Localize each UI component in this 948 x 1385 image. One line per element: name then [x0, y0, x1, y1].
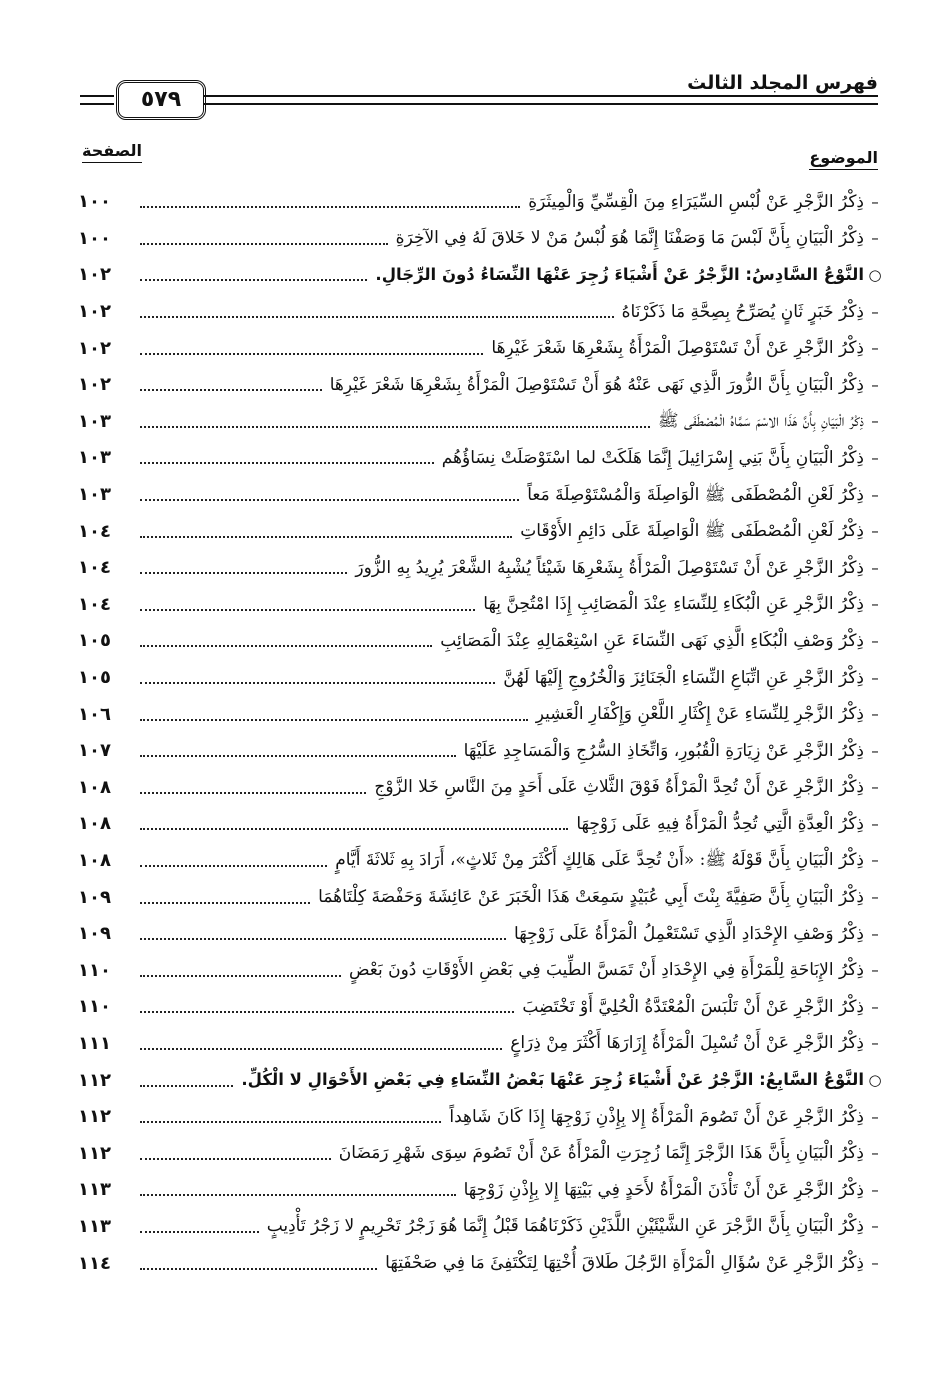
leader-dots: [140, 682, 495, 684]
entry-page-number: ١١٠: [78, 996, 111, 1018]
dash-bullet-icon: –: [871, 1180, 879, 1199]
dash-bullet-icon: –: [871, 814, 879, 833]
dash-bullet-icon: –: [871, 448, 879, 467]
column-heading-page: الصفحة: [82, 141, 142, 163]
entry-text: ذِكْرُ الْبَيَانِ بِأَنَّ صَفِيَّةَ بِنْتَ أَبِي عُبَيْدٍ سَمِعَتْ هَذَا الْخَبَرَ عَنْ عَائِشَةَ وَحَفْصَةَ كِلْتَاهُمَا: [318, 887, 864, 908]
entry-page-number: ١٠٢: [78, 264, 111, 286]
index-entry: [78, 696, 886, 733]
index-entry: [78, 1135, 886, 1172]
leader-dots: [140, 975, 341, 977]
entry-text: ذِكْرُ الزَّجْرِ عَنْ أَنْ تُسْبِلَ الْمَرْأَةُ إِزَارَهَا أَكْثَرَ مِنْ ذِرَاعٍ: [510, 1033, 864, 1054]
entry-page-number: ١٠٦: [78, 703, 111, 725]
entry-page-number: ١١٠: [78, 959, 111, 981]
dash-bullet-icon: –: [871, 705, 879, 724]
entry-page-number: ١١٤: [78, 1252, 111, 1274]
index-entry: [78, 916, 886, 953]
leader-dots: [140, 206, 520, 208]
index-entry: [78, 1245, 886, 1282]
entry-page-number: ١١٢: [78, 1069, 111, 1091]
dash-bullet-icon: –: [871, 412, 879, 431]
entry-page-number: ١٠٨: [78, 849, 111, 871]
leader-dots: [140, 316, 614, 318]
entry-text: النَّوْعُ السَّادِسُ: الزَّجْرُ عَنْ أَشْيَاءَ زُجِرَ عَنْهَا النِّسَاءُ دُونَ الرِّجَالِ.: [375, 265, 864, 285]
index-entry: [78, 404, 886, 441]
column-heading-topic: الموضوع: [809, 148, 878, 170]
dash-bullet-icon: –: [871, 339, 879, 358]
entry-page-number: ١١٣: [78, 1179, 111, 1201]
entry-text: ذِكْرُ الْعِدَّةِ الَّتِي تُحِدُّ الْمَرْأَةُ فِيهِ عَلَى زَوْجِهَا: [576, 813, 864, 834]
index-entry: [78, 1172, 886, 1209]
index-entry: [78, 733, 886, 770]
entry-text: ذِكْرُ الإِبَاحَةِ لِلْمَرْأَةِ فِي الإِحْدَادِ أَنْ تَمَسَّ الطِّيبَ فِي بَعْضِ الأَوْقَاتِ دُونَ بَعْضٍ: [348, 960, 864, 981]
dash-bullet-icon: –: [871, 741, 879, 760]
leader-dots: [140, 902, 310, 904]
leader-dots: [140, 536, 512, 538]
entry-text: ذِكْرُ الزَّجْرِ عَنْ أَنْ تَصُومَ الْمَرْأَةُ إِلا بِإِذْنِ زَوْجِهَا إِذَا كَانَ شَاهِداً: [449, 1106, 864, 1127]
entry-text: النَّوْعُ السَّابِعُ: الزَّجْرُ عَنْ أَشْيَاءَ زُجِرَ عَنْهَا بَعْضُ النِّسَاءِ فِي بَعْضِ الأَحْوَالِ لا الْكُلِّ.: [241, 1070, 864, 1090]
entry-page-number: ١٠٣: [78, 410, 111, 432]
entry-page-number: ١١٣: [78, 1215, 111, 1237]
dash-bullet-icon: –: [871, 375, 879, 394]
circle-bullet-icon: ○: [868, 265, 882, 284]
entry-page-number: ١٠٩: [78, 923, 111, 945]
dash-bullet-icon: –: [871, 924, 879, 943]
entry-page-number: ١٠٠: [78, 227, 111, 249]
dash-bullet-icon: –: [871, 1107, 879, 1126]
entry-page-number: ١١٢: [78, 1106, 111, 1128]
dash-bullet-icon: –: [871, 1034, 879, 1053]
entry-page-number: ١٠٤: [78, 593, 111, 615]
index-entry: [78, 660, 886, 697]
entry-text: ذِكْرُ الْبَيَانِ بِأَنَّ هَذَا الاسْمَ سَمَّاهُ الْمُصْطَفَى ﷺ: [658, 411, 864, 432]
dash-bullet-icon: –: [871, 778, 879, 797]
entry-text: ذِكْرُ الزَّجْرِ عَنْ أَنْ تَسْتَوْصِلَ الْمَرْأَةُ بِشَعْرِهَا شَعْرَ غَيْرِهَا: [491, 338, 864, 359]
index-entry: [78, 294, 886, 331]
header-rule-right: [204, 95, 878, 105]
entry-text: ذِكْرُ الْبَيَانِ بِأَنَّ الزَّجْرَ عَنِ الشَّيْئَيْنِ اللَّذَيْنِ ذَكَرْنَاهُمَا قَبْلُ إِنَّمَا هُوَ زَجْرُ تَحْرِيمٍ لا زَجْرُ تَأْدِيبٍ: [266, 1216, 864, 1237]
index-entry: [78, 989, 886, 1026]
entry-text: ذِكْرُ الزَّجْرِ عَنْ أَنْ تَسْتَوْصِلَ الْمَرْأَةُ بِشَعْرِهَا شَيْئاً يُشْبِهُ الشَّعْرَ يُرِيدُ بِهِ الزُّورَ: [355, 557, 864, 578]
circle-bullet-icon: ○: [868, 1071, 882, 1090]
entry-text: ذِكْرُ الزَّجْرِ عَنْ أَنْ تُحِدَّ الْمَرْأَةُ فَوْقَ الثَّلاثِ عَلَى أَحَدٍ مِنَ النَّاسِ خَلا الزَّوْجِ: [374, 777, 864, 798]
dash-bullet-icon: –: [871, 192, 879, 211]
leader-dots: [140, 609, 475, 611]
index-entry: [78, 1099, 886, 1136]
index-entry: [78, 440, 886, 477]
entry-page-number: ١٠٤: [78, 520, 111, 542]
entry-page-number: ١٠٩: [78, 886, 111, 908]
index-entry: [78, 806, 886, 843]
index-entry: [78, 184, 886, 221]
entry-text: ذِكْرُ وَصْفِ الْبُكَاءِ الَّذِي نَهَى النِّسَاءَ عَنِ اسْتِعْمَالِهِ عِنْدَ الْمَصَائِبِ: [440, 630, 864, 651]
dash-bullet-icon: –: [871, 522, 879, 541]
page-number-box: ٥٧٩: [116, 80, 206, 120]
entry-page-number: ١٠٠: [78, 191, 111, 213]
index-entry: [78, 367, 886, 404]
dash-bullet-icon: –: [871, 961, 879, 980]
index-entry: [78, 587, 886, 624]
dash-bullet-icon: –: [871, 631, 879, 650]
dash-bullet-icon: –: [871, 1217, 879, 1236]
leader-dots: [140, 719, 528, 721]
index-entry: [78, 550, 886, 587]
index-entry: [78, 330, 886, 367]
entry-page-number: ١٠٨: [78, 776, 111, 798]
header-rule-left: [80, 95, 114, 105]
entry-text: ذِكْرُ الزَّجْرِ عَنْ زِيَارَةِ الْقُبُورِ، وَاتِّخَاذِ السُّرُجِ وَالْمَسَاجِدِ عَلَيْهَا: [463, 740, 864, 761]
entry-text: ذِكْرُ لَعْنِ الْمُصْطَفَى ﷺ الْوَاصِلَةَ وَالْمُسْتَوْصِلَةَ مَعاً: [527, 484, 864, 505]
entry-page-number: ١٠٤: [78, 557, 111, 579]
leader-dots: [140, 1085, 233, 1087]
dash-bullet-icon: –: [871, 1254, 879, 1273]
index-entry: [78, 770, 886, 807]
leader-dots: [140, 426, 650, 428]
entry-page-number: ١٠٣: [78, 447, 111, 469]
dash-bullet-icon: –: [871, 595, 879, 614]
entry-text: ذِكْرُ الزَّجْرِ عَنِ اتِّبَاعِ النِّسَاءِ الْجَنَائِزَ وَالْخُرُوجِ إِلَيْهَا لَهُنَّ: [503, 667, 864, 688]
leader-dots: [140, 755, 456, 757]
dash-bullet-icon: –: [871, 997, 879, 1016]
index-entry: [78, 623, 886, 660]
dash-bullet-icon: –: [871, 1144, 879, 1163]
leader-dots: [140, 1194, 456, 1196]
entry-text: ذِكْرُ الْبَيَانِ بِأَنَّ بَنِي إِسْرَائِيلَ إِنَّمَا هَلَكَتْ لما اسْتَوْصَلَتْ نِسَاؤُهُم: [441, 447, 864, 468]
index-entry: [78, 952, 886, 989]
index-entries: [78, 184, 886, 1282]
dash-bullet-icon: –: [871, 668, 879, 687]
entry-page-number: ١٠٢: [78, 301, 111, 323]
entry-text: ذِكْرُ الزَّجْرِ لِلنِّسَاءِ عَنْ إِكْثَارِ اللَّعْنِ وَإِكْفَارِ الْعَشِيرِ: [535, 704, 864, 725]
leader-dots: [140, 499, 519, 501]
dash-bullet-icon: –: [871, 558, 879, 577]
leader-dots: [140, 572, 347, 574]
entry-page-number: ١١١: [78, 1032, 111, 1054]
book-title: فهرس المجلد الثالث: [687, 72, 878, 94]
leader-dots: [140, 279, 367, 281]
leader-dots: [140, 462, 434, 464]
leader-dots: [140, 828, 568, 830]
leader-dots: [140, 1231, 259, 1233]
section-heading-entry: [78, 257, 886, 294]
dash-bullet-icon: –: [871, 485, 879, 504]
index-entry: [78, 221, 886, 258]
entry-page-number: ١٠٢: [78, 374, 111, 396]
entry-text: ذِكْرُ الْبَيَانِ بِأَنَّ هَذَا الزَّجْرَ إِنَّمَا زُجِرَتِ الْمَرْأَةُ عَنْ أَنْ تَصُومَ سِوَى شَهْرِ رَمَضَانَ: [338, 1143, 864, 1164]
entry-page-number: ١١٢: [78, 1142, 111, 1164]
leader-dots: [140, 353, 483, 355]
entry-text: ذِكْرُ خَبَرٍ ثَانٍ يُصَرِّحُ بِصِحَّةِ مَا ذَكَرْنَاهُ: [621, 301, 864, 322]
index-entry: [78, 513, 886, 550]
page-header: [0, 0, 948, 167]
leader-dots: [140, 1268, 377, 1270]
entry-text: ذِكْرُ الْبَيَانِ بِأَنَّ قَوْلَهُ ﷺ: «أَنْ تُحِدَّ عَلَى هَالِكٍ أَكْثَرَ مِنْ ثَلاثٍ»، أَرَادَ بِهِ ثَلاثَةَ أَيَّامٍ: [335, 850, 864, 871]
leader-dots: [140, 792, 366, 794]
index-entry: [78, 843, 886, 880]
index-entry: [78, 1209, 886, 1246]
dash-bullet-icon: –: [871, 229, 879, 248]
index-entry: [78, 1026, 886, 1063]
section-heading-entry: [78, 1062, 886, 1099]
leader-dots: [140, 243, 388, 245]
entry-page-number: ١٠٥: [78, 630, 111, 652]
leader-dots: [140, 1048, 502, 1050]
entry-text: ذِكْرُ الزَّجْرِ عَنْ أَنْ تَلْبَسَ الْمُعْتَدَّةُ الْحُلِيَّ أَوْ تَخْتَضِبَ: [522, 996, 864, 1017]
leader-dots: [140, 389, 322, 391]
entry-text: ذِكْرُ الزَّجْرِ عَنْ لُبْسِ السِّيَرَاءِ مِنَ الْقِسِّيِّ وَالْمِيثَرَةِ: [528, 191, 864, 212]
index-entry: [78, 477, 886, 514]
entry-text: ذِكْرُ الزَّجْرِ عَنْ سُؤَالِ الْمَرْأَةِ الرَّجُلَ طَلاقَ أُخْتِهَا لِتَكْتَفِئَ مَا فِي صَحْفَتِهَا: [385, 1253, 864, 1274]
index-entry: [78, 879, 886, 916]
entry-text: ذِكْرُ الْبَيَانِ بِأَنَّ لَبْسَ مَا وَصَفْنَا إِنَّمَا هُوَ لُبْسُ مَنْ لا خَلاقَ لَهُ فِي الآخِرَةِ: [395, 228, 864, 249]
dash-bullet-icon: –: [871, 851, 879, 870]
leader-dots: [140, 1011, 514, 1013]
entry-text: ذِكْرُ الزَّجْرِ عَنِ الْبُكَاءِ لِلنِّسَاءِ عِنْدَ الْمَصَائِبِ إِذَا امْتُحِنَّ بِهَا: [483, 594, 864, 615]
entry-page-number: ١٠٣: [78, 484, 111, 506]
leader-dots: [140, 865, 327, 867]
entry-page-number: ١٠٨: [78, 813, 111, 835]
entry-text: ذِكْرُ الْبَيَانِ بِأَنَّ الزُّورَ الَّذِي نَهَى عَنْهُ هُوَ أَنْ تَسْتَوْصِلَ الْمَرْأَةُ بِشَعْرِهَا شَعْرَ غَيْرِهَا: [329, 374, 864, 395]
entry-page-number: ١٠٢: [78, 337, 111, 359]
leader-dots: [140, 1121, 441, 1123]
dash-bullet-icon: –: [871, 302, 879, 321]
entry-page-number: ١٠٧: [78, 740, 111, 762]
leader-dots: [140, 645, 432, 647]
dash-bullet-icon: –: [871, 888, 879, 907]
entry-text: ذِكْرُ وَصْفِ الإِحْدَادِ الَّذِي تَسْتَعْمِلُ الْمَرْأَةُ عَلَى زَوْجِهَا: [514, 923, 864, 944]
entry-page-number: ١٠٥: [78, 667, 111, 689]
leader-dots: [140, 1158, 331, 1160]
entry-text: ذِكْرُ لَعْنِ الْمُصْطَفَى ﷺ الْوَاصِلَةَ عَلَى دَائِمِ الأَوْقَاتِ: [520, 521, 864, 542]
leader-dots: [140, 938, 506, 940]
entry-text: ذِكْرُ الزَّجْرِ عَنْ أَنْ تَأْذَنَ الْمَرْأَةُ لأَحَدٍ فِي بَيْتِهَا إِلا بِإِذْنِ زَوْجِهَا: [463, 1179, 864, 1200]
